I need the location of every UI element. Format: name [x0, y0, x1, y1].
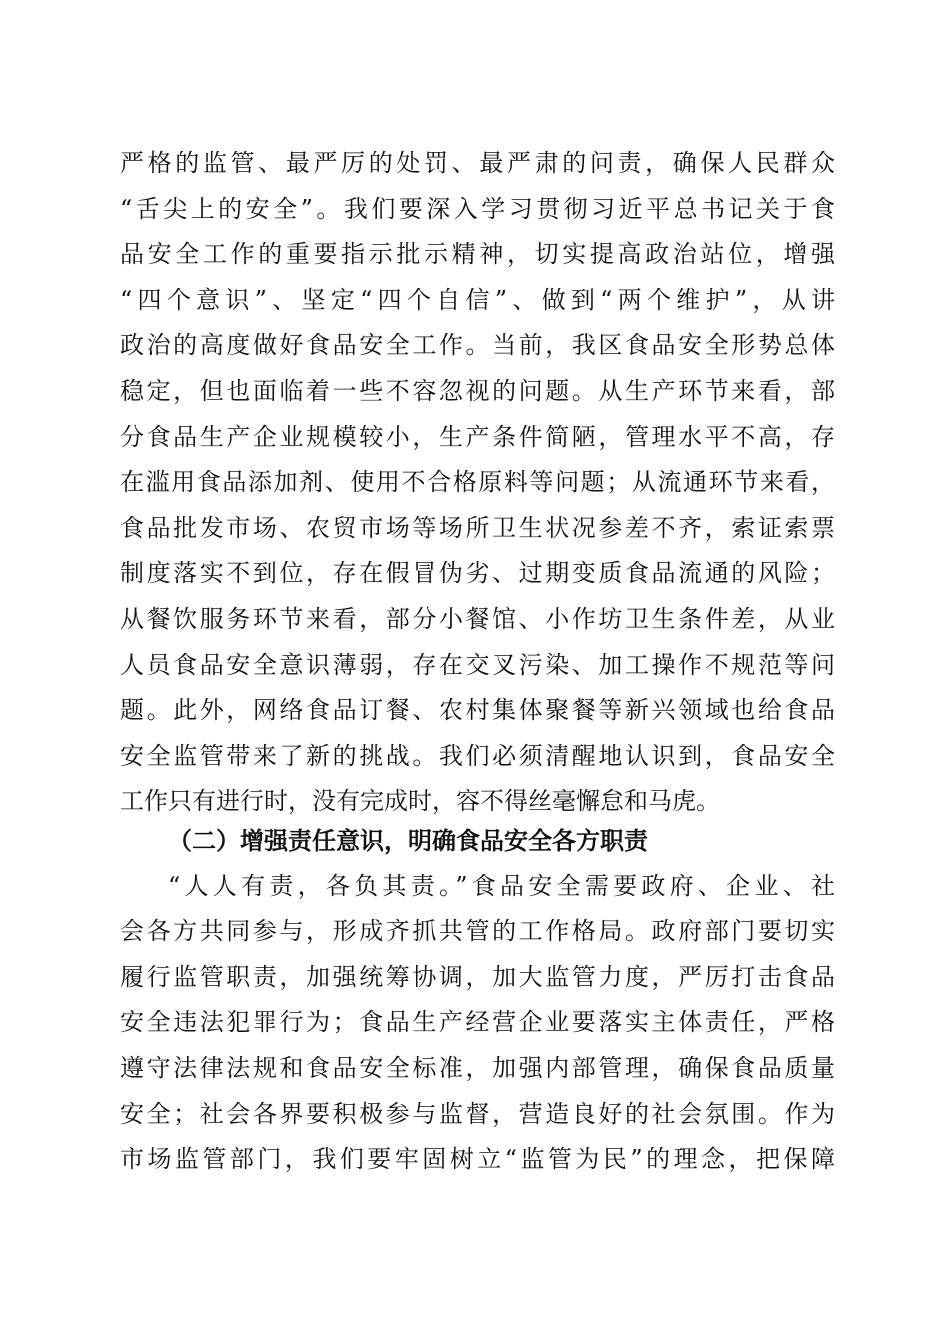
paragraph-line: 品安全工作的重要指示批示精神，切实提高政治站位，增强 [120, 240, 835, 269]
paragraph-line: 会各方共同参与，形成齐抓共管的工作格局。政府部门要切实 [120, 917, 835, 946]
paragraph-line: 人员食品安全意识薄弱，存在交叉污染、加工操作不规范等问 [120, 650, 835, 679]
paragraph-line: “四个意识”、坚定“四个自信”、做到“两个维护”，从讲 [120, 285, 835, 314]
paragraph-line: 严格的监管、最严厉的处罚、最严肃的问责，确保人民群众 [120, 149, 835, 177]
paragraph-food-safety-situation [120, 141, 835, 825]
section-responsibility [120, 818, 835, 1183]
paragraph-line: 制度落实不到位，存在假冒伪劣、过期变质食品流通的风险； [120, 559, 835, 588]
paragraph-line: 食品批发市场、农贸市场等场所卫生状况参差不齐，索证索票 [120, 513, 835, 542]
paragraph-line: “人人有责，各负其责。”食品安全需要政府、企业、社 [168, 871, 835, 900]
paragraph-line: 题。此外，网络食品订餐、农村集体聚餐等新兴领域也给食品 [120, 696, 835, 725]
paragraph-line: 安全违法犯罪行为；食品生产经营企业要落实主体责任，严格 [120, 1008, 835, 1037]
paragraph-line: 市场监管部门，我们要牢固树立“监管为民”的理念，把保障 [120, 1145, 835, 1174]
paragraph-line: 在滥用食品添加剂、使用不合格原料等问题；从流通环节来看， [120, 468, 835, 497]
paragraph-line: 分食品生产企业规模较小，生产条件简陋，管理水平不高，存 [120, 422, 835, 451]
paragraph-line: 安全；社会各界要积极参与监督，营造良好的社会氛围。作为 [120, 1099, 835, 1128]
paragraph-line: 安全监管带来了新的挑战。我们必须清醒地认识到，食品安全 [120, 741, 835, 770]
paragraph-line: “舌尖上的安全”。我们要深入学习贯彻习近平总书记关于食 [120, 194, 835, 223]
paragraph-line: 工作只有进行时，没有完成时，容不得丝毫懈怠和马虎。 [120, 787, 720, 816]
paragraph-line: 履行监管职责，加强统筹协调，加大监管力度，严厉打击食品 [120, 962, 835, 991]
section-heading: （二）增强责任意识，明确食品安全各方职责 [168, 826, 648, 855]
paragraph-line: 遵守法律法规和食品安全标准，加强内部管理，确保食品质量 [120, 1053, 835, 1082]
paragraph-line: 从餐饮服务环节来看，部分小餐馆、小作坊卫生条件差，从业 [120, 604, 835, 633]
paragraph-line: 政治的高度做好食品安全工作。当前，我区食品安全形势总体 [120, 331, 835, 360]
paragraph-line: 稳定，但也面临着一些不容忽视的问题。从生产环节来看，部 [120, 376, 835, 405]
